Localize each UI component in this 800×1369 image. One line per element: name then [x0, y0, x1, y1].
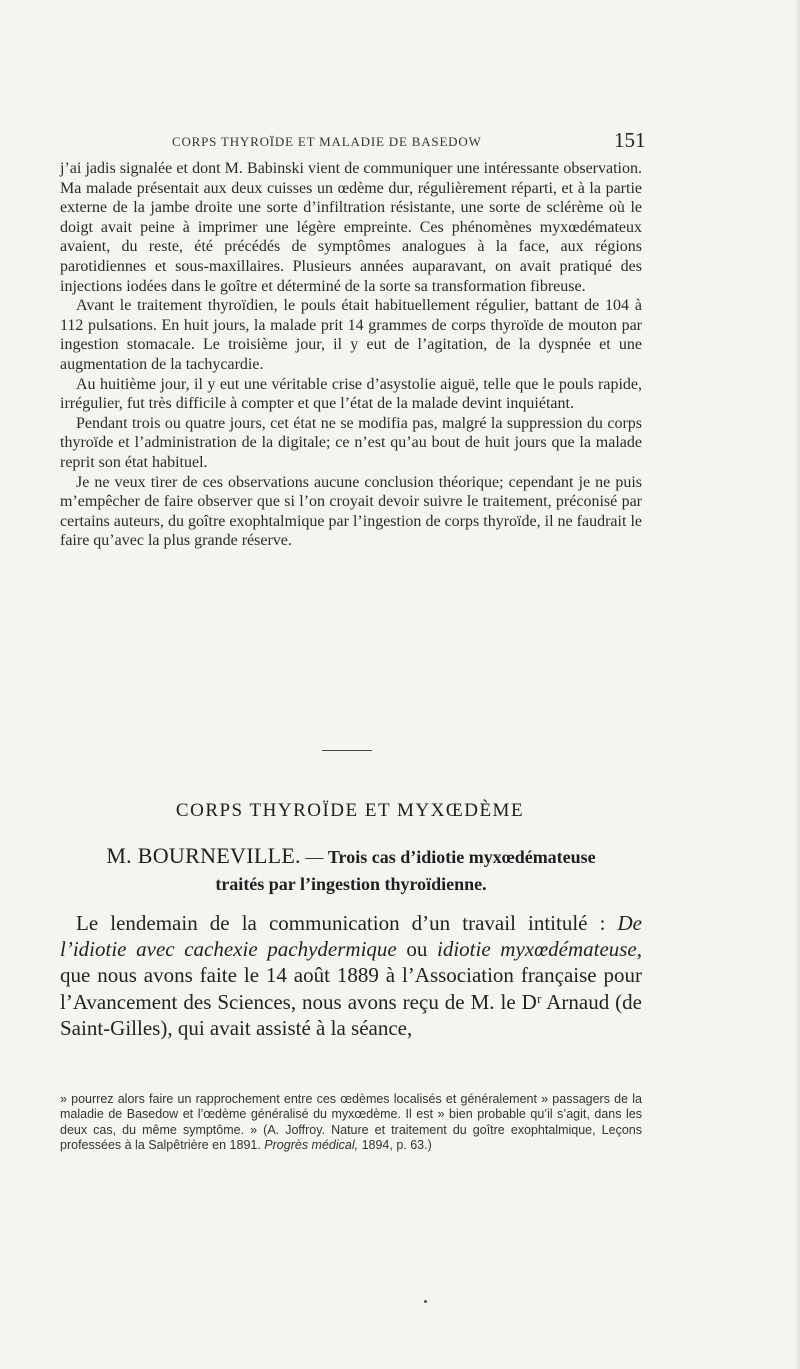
paragraph: j’ai jadis signalée et dont M. Babinski vient de communiquer une intéressante observation. Ma malade présentait aux deux cuisses un œdème dur, régulièrement réparti, et à la partie externe de la jambe droite une sorte d’infiltration résistante, une sorte de sclérème où le doigt avait peine à imprimer une légère empreinte. Ces phénomènes myxœdémateux avaient, du reste, été précédés de symptômes analogues à la face, aux régions parotidiennes et sous-maxillaires. Plusieurs années auparavant, on avait pratiqué des injections iodées dans le goître et déterminé de la sorte sa transformation fibreuse. [60, 160, 642, 295]
ink-dot [424, 1300, 427, 1303]
footnote-run: » pourrez alors faire un rapprochement entre ces œdèmes localisés et généralement » passagers de la maladie de Basedow et l’œdème généralisé du myxœdème. Il est » bien probable qu’il s’agit, dans les deux cas, du même symptôme. » (A. Joffroy. Nature et traitement du goître exophtalmique, Leçons professées à la Salpêtrière en 1891. [60, 1092, 642, 1153]
body-text [60, 159, 642, 551]
footnote-source: Progrès médical, [264, 1138, 359, 1153]
footnote-run: 1894, p. 63.) [358, 1138, 432, 1153]
footnote [60, 1092, 642, 1154]
article-title-part1: Trois cas d’idiotie myxœdémateuse [327, 847, 596, 867]
cited-title: De l’idiotie avec cachexie pachydermique [60, 911, 642, 962]
article-body [60, 910, 642, 1041]
page-number: 151 [614, 128, 646, 152]
paragraph: Pendant trois ou quatre jours, cet état ne se modifia pas, malgré la suppression du corps thyroïde et l’administration de la digitale; ce n’est qu’au bout de huit jours que la malade reprit son état habituel. [60, 414, 642, 471]
paragraph: Je ne veux tirer de ces observations aucune conclusion théorique; cependant je ne puis m’empêcher de faire observer que si l’on croyait devoir suivre le traitement, préconisé par certains auteurs, du goître exophtalmique par l’ingestion de corps thyroïde, il ne faudrait le faire qu’avec la plus grande réserve. [60, 473, 642, 550]
article-title-part2: traités par l’ingestion thyroïdienne. [215, 874, 487, 894]
article-heading [60, 842, 642, 898]
text-run: Le lendemain de la communication d’un travail intitulé : [76, 911, 618, 935]
paragraph [60, 910, 642, 1041]
section-title: CORPS THYROÏDE ET MYXŒDÈME [175, 800, 525, 821]
article-author: M. BOURNEVILLE. [106, 843, 301, 868]
footnote-text [60, 1092, 642, 1154]
paragraph: Avant le traitement thyroïdien, le pouls était habituellement régulier, battant de 104 à 112 pulsations. En huit jours, la malade prit 14 grammes de corps thyroïde de mouton par ingestion stomacale. Le troisième jour, il y eut de l’agitation, de la dyspnée et une augmentation de la tachycardie. [60, 297, 642, 373]
cited-title-alt: idiotie myxœdémateuse, [437, 937, 643, 962]
text-run: que nous avons faite le 14 août 1889 à l’Association française pour l’Avancement des Sciences, nous avons reçu de M. le Dʳ Arnaud (de Saint-Gilles), qui avait assisté à la séance, [60, 963, 642, 1040]
heading-dash: — [300, 847, 328, 867]
section-separator [322, 750, 372, 751]
running-header: CORPS THYROÏDE ET MALADIE DE BASEDOW [172, 134, 482, 149]
paragraph: Au huitième jour, il y eut une véritable crise d’asystolie aiguë, telle que le pouls rapide, irrégulier, fut très difficile à compter et que l’état de la malade devint inquiétant. [60, 375, 642, 413]
text-run: ou [396, 937, 438, 962]
page-edge-shadow [794, 0, 800, 1369]
